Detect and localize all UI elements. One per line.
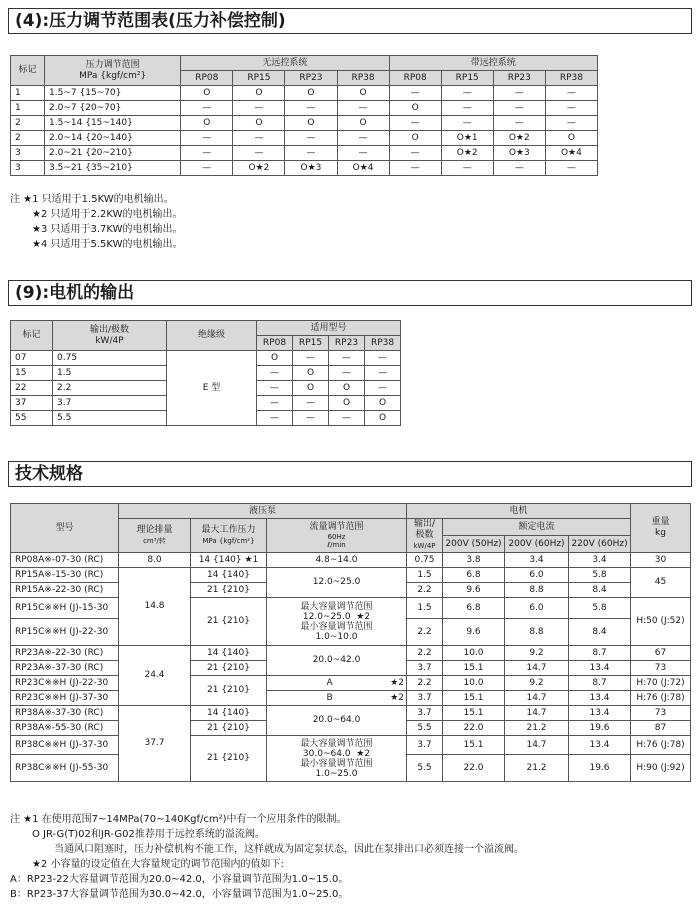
table-cell: — [493,86,545,101]
table-cell: O★3 [285,161,337,176]
table-row [11,351,401,366]
table-cell: O [365,396,401,411]
table-cell: O [233,116,285,131]
col-range: 压力调节范围 MPa {kgf/cm²} [45,56,181,86]
table-cell: — [233,131,285,146]
model-header: RP23 [285,71,337,86]
model-header: RP15 [233,71,285,86]
table-cell: — [293,411,329,426]
table-cell: 0.75 [53,351,167,366]
table-cell: 3 [11,161,45,176]
table-cell: — [293,396,329,411]
table-cell: 2 [11,131,45,146]
table-cell: — [389,146,441,161]
table-cell: O [329,381,365,396]
table-cell: O★4 [337,161,389,176]
table-cell: — [493,161,545,176]
table-cell: — [257,366,293,381]
table-cell: O [389,131,441,146]
note: O JR-G(T)02和JR-G02推荐用于远控系统的溢流阀。 [32,829,265,840]
note: ★4 只适用于5.5KW的电机输出。 [32,239,183,250]
table-cell: 1 [11,86,45,101]
table-cell: 2.0~21 {20~210} [45,146,181,161]
section-9-title: (9):电机的输出 [8,280,692,306]
table-row [11,116,598,131]
table-row: RP38C※※H (J)-37-30 21 {210} 最大容量调节范围 30.0~64.0 ★2 最小容量调节范围 1.0~25.0 3.7 15.1 14.7 13.4 H:76 (J:78) [11,736,691,755]
model-header: RP15 [441,71,493,86]
table-cell: O [181,116,233,131]
table-cell: — [441,101,493,116]
table-cell: — [181,146,233,161]
table-row: RP15A※-15-30 (RC) 14.8 14 {140} 12.0~25.0 1.5 6.8 6.0 5.8 45 [11,568,691,583]
model-header: RP38 [365,336,401,351]
col-model: 型号 [11,504,119,553]
spec-table [10,503,691,782]
table-cell: — [257,411,293,426]
note: A：RP23-22大容量调节范围为20.0~42.0，小容量调节范围为1.0~15.0。 [10,874,349,885]
table-cell: 3.5~21 {35~210} [45,161,181,176]
table-cell: — [441,116,493,131]
table-cell: — [493,101,545,116]
table-row: RP15C※※H (J)-22-30 2.2 9.6 8.8 8.4 [11,619,691,646]
section-4-title: (4):压力调节范围表(压力补偿控制) [8,8,692,34]
table-cell: O [329,396,365,411]
table-row [11,146,598,161]
note: B：RP23-37大容量调节范围为30.0~42.0，小容量调节范围为1.0~25.0。 [10,889,349,900]
table-cell: — [365,351,401,366]
table-cell: O [285,86,337,101]
table-cell: O [337,116,389,131]
table-cell: — [257,381,293,396]
table-cell: 2.2 [53,381,167,396]
table-cell: — [545,116,597,131]
table-cell: — [285,131,337,146]
table-cell: — [389,86,441,101]
model-header: RP23 [493,71,545,86]
table-cell: — [365,381,401,396]
table-cell: — [329,411,365,426]
table-cell: 55 [11,411,53,426]
model-header: RP08 [181,71,233,86]
table-cell: O [389,101,441,116]
note: 当通风口阻塞时，压力补偿机构不能工作，这样就成为固定泵状态，因此在泵排出口必须连接一个溢流阀。 [54,844,524,855]
col-flow: 流量调节范围 60Hz ℓ/min [267,519,407,553]
col-output: 输出/ 极数 kW/4P [407,519,443,553]
table-cell: — [285,101,337,116]
table-cell: O [293,381,329,396]
pressure-range-table [10,55,598,176]
table-row: RP38A※-55-30 (RC) 21 {210} 5.5 22.0 21.2 19.6 87 [11,721,691,736]
table-row [11,131,598,146]
table-cell: O★2 [493,131,545,146]
table-cell: 2.0~7 {20~70} [45,101,181,116]
table-cell: 1.5 [53,366,167,381]
table-cell: — [545,101,597,116]
flow-option-a: A ★2 [267,676,407,691]
flow-capacity-cell: 最大容量调节范围 12.0~25.0 ★2 最小容量调节范围 1.0~10.0 [267,598,407,646]
table-row: RP23C※※H (J)-22-30 21 {210} A ★2 2.2 10.0 9.2 8.7 H:70 (J:72) [11,676,691,691]
table-row: RP15A※-22-30 (RC) 21 {210} 2.2 9.6 8.8 8.4 [11,583,691,598]
table-row: RP23A※-37-30 (RC) 21 {210} 3.7 15.1 14.7 13.4 73 [11,661,691,676]
model-header: RP38 [337,71,389,86]
table-cell: 2 [11,116,45,131]
table-cell: — [545,86,597,101]
table-row: RP15C※※H (J)-15-30 21 {210} 最大容量调节范围 12.0~25.0 ★2 最小容量调节范围 1.0~10.0 1.5 6.8 6.0 5.8 H:50 (J:52) [11,598,691,619]
col-mark: 标记 [11,56,45,86]
table-cell: — [545,161,597,176]
table-row: RP08A※-07-30 (RC) 8.0 14 {140} ★1 4.8~14.0 0.75 3.8 3.4 3.4 30 [11,553,691,568]
col-mark: 标记 [11,321,53,351]
table-cell: 22 [11,381,53,396]
model-header: RP08 [389,71,441,86]
table-cell: O [181,86,233,101]
model-header: RP23 [329,336,365,351]
table-cell: 07 [11,351,53,366]
table-cell: — [233,146,285,161]
col-max-pressure: 最大工作压力 MPa {kgf/cm²} [191,519,267,553]
table-row: RP38A※-37-30 (RC) 37.7 14 {140} 20.0~64.0 3.7 15.1 14.7 13.4 73 [11,706,691,721]
table-cell: 2.0~14 {20~140} [45,131,181,146]
col-motor: 电机 [407,504,631,519]
col-voltage: 200V (50Hz) [443,536,505,553]
table-row: RP23A※-22-30 (RC) 24.4 14 {140} 20.0~42.0 2.2 10.0 9.2 8.7 67 [11,646,691,661]
table-cell: — [337,131,389,146]
table-cell: — [181,161,233,176]
table-cell: — [285,146,337,161]
motor-output-table [10,320,401,426]
table-cell: 3.7 [53,396,167,411]
note: ★3 只适用于3.7KW的电机输出。 [32,224,183,235]
note: 注 ★1 在使用范围7~14MPa(70~140Kgf/cm²)中有一个应用条件的限制。 [10,814,347,825]
model-header: RP15 [293,336,329,351]
model-header: RP38 [545,71,597,86]
table-cell: O [365,411,401,426]
col-voltage: 200V (60Hz) [505,536,569,553]
spec-notes [10,812,524,902]
table-cell: O★1 [441,131,493,146]
table-cell: — [293,351,329,366]
table-cell: O [257,351,293,366]
table-cell: 15 [11,366,53,381]
note: 注 ★1 只适用于1.5KW的电机输出。 [10,194,174,205]
table-cell: — [181,131,233,146]
col-rated-current: 额定电流 [443,519,631,536]
table-cell: — [337,101,389,116]
table-row [11,161,598,176]
note: ★2 小容量的设定值在大容量规定的调节范围内的值如下: [32,859,284,870]
table-cell: O [285,116,337,131]
note: ★2 只适用于2.2KW的电机输出。 [32,209,183,220]
col-pump: 液压泵 [119,504,407,519]
table-cell: O★2 [441,146,493,161]
table-cell: — [181,101,233,116]
table-cell: — [493,116,545,131]
table-cell: O★2 [233,161,285,176]
table-cell: — [441,86,493,101]
col-weight: 重量 kg [631,504,691,553]
table-cell: — [337,146,389,161]
table-cell: — [441,161,493,176]
table-cell: 1.5~7 {15~70} [45,86,181,101]
flow-capacity-cell: 最大容量调节范围 30.0~64.0 ★2 最小容量调节范围 1.0~25.0 [267,736,407,782]
col-output: 输出/极数 kW/4P [53,321,167,351]
section-4-notes [10,192,183,252]
model-header: RP08 [257,336,293,351]
table-cell: O [337,86,389,101]
table-cell: 1.5~14 {15~140} [45,116,181,131]
col-remote-none: 无远控系统 [181,56,389,71]
table-row [11,101,598,116]
table-cell: — [233,101,285,116]
table-cell: O [233,86,285,101]
table-cell: 1 [11,101,45,116]
table-cell: — [257,396,293,411]
col-remote-with: 带远控系统 [389,56,597,71]
table-cell: 3 [11,146,45,161]
table-cell: — [389,116,441,131]
table-row: RP38C※※H (J)-55-30 5.5 22.0 21.2 19.6 H:90 (J:92) [11,755,691,782]
col-insulation: 绝缘级 [167,321,257,351]
table-cell: O★4 [545,146,597,161]
col-models: 适用型号 [257,321,401,336]
table-cell: — [329,351,365,366]
spec-title: 技术规格 [8,461,692,487]
table-cell: O★3 [493,146,545,161]
table-cell: 37 [11,396,53,411]
table-cell: O [293,366,329,381]
table-cell: O [545,131,597,146]
col-voltage: 220V (60Hz) [569,536,631,553]
table-row [11,86,598,101]
table-cell: — [389,161,441,176]
table-cell: — [365,366,401,381]
col-displacement: 理论排量 cm³/转 [119,519,191,553]
table-cell: — [329,366,365,381]
flow-option-b: B ★2 [267,691,407,706]
table-cell: 5.5 [53,411,167,426]
table-row: RP23C※※H (J)-37-30 B ★2 3.7 15.1 14.7 13.4 H:76 (J:78) [11,691,691,706]
insulation-cell: E 型 [167,351,257,426]
